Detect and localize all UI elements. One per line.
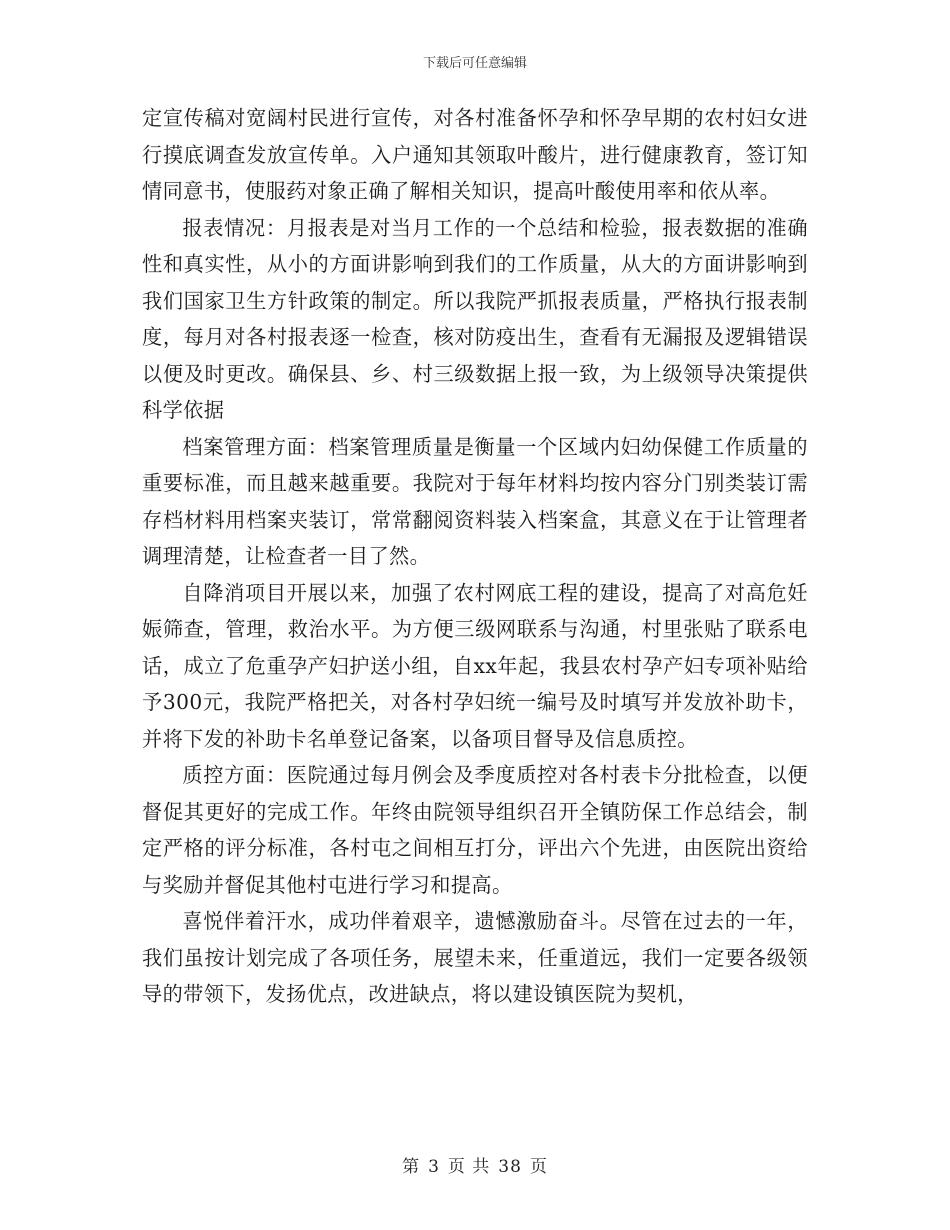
paragraph: 喜悦伴着汗水，成功伴着艰辛，遗憾激励奋斗。尽管在过去的一年，我们虽按计划完成了各项任务，展望未来，任重道远，我们一定要各级领导的带领下，发扬优点，改进缺点，将以建设镇医院为契机，: [142, 909, 808, 1006]
paragraph: 自降消项目开展以来，加强了农村网底工程的建设，提高了对高危妊娠筛查，管理，救治水平。为方便三级网联系与沟通，村里张贴了联系电话，成立了危重孕产妇护送小组，自xx年起，我县农村孕产妇专项补贴给予300元，我院严格把关，对各村孕妇统一编号及时填写并发放补助卡，并将下发的补助卡名单登记备案，以备项目督导及信息质控。: [142, 580, 808, 751]
footer-prefix: 第: [402, 1157, 421, 1177]
document-body: [142, 100, 808, 1013]
page-number-footer: [0, 1152, 950, 1177]
page-header: 下载后可任意编辑: [422, 56, 527, 71]
footer-middle: 页 共: [447, 1157, 491, 1177]
paragraph: 档案管理方面：档案管理质量是衡量一个区域内妇幼保健工作质量的重要标准，而且越来越重要。我院对于每年材料均按内容分门别类装订需存档材料用档案夹装订，常常翻阅资料装入档案盒，其意义在于让管理者调理清楚，让检查者一目了然。: [142, 434, 808, 568]
total-page-count: 38: [498, 1157, 522, 1177]
footer-suffix: 页: [529, 1157, 548, 1177]
paragraph: 报表情况：月报表是对当月工作的一个总结和检验，报表数据的准确性和真实性，从小的方面讲影响到我们的工作质量，从大的方面讲影响到我们国家卫生方针政策的制定。所以我院严抓报表质量，严格执行报表制度，每月对各村报表逐一检查，核对防疫出生，查看有无漏报及逻辑错误以便及时更改。确保县、乡、村三级数据上报一致，为上级领导决策提供科学依据: [142, 215, 808, 422]
current-page-number: 3: [428, 1157, 440, 1177]
paragraph: 定宣传稿对宽阔村民进行宣传，对各村准备怀孕和怀孕早期的农村妇女进行摸底调查发放宣传单。入户通知其领取叶酸片，进行健康教育，签订知情同意书，使服药对象正确了解相关知识，提高叶酸使用率和依从率。: [142, 106, 808, 203]
paragraph: 质控方面：医院通过每月例会及季度质控对各村表卡分批检查，以便督促其更好的完成工作。年终由院领导组织召开全镇防保工作总结会，制定严格的评分标准，各村屯之间相互打分，评出六个先进，由医院出资给与奖励并督促其他村屯进行学习和提高。: [142, 763, 808, 897]
